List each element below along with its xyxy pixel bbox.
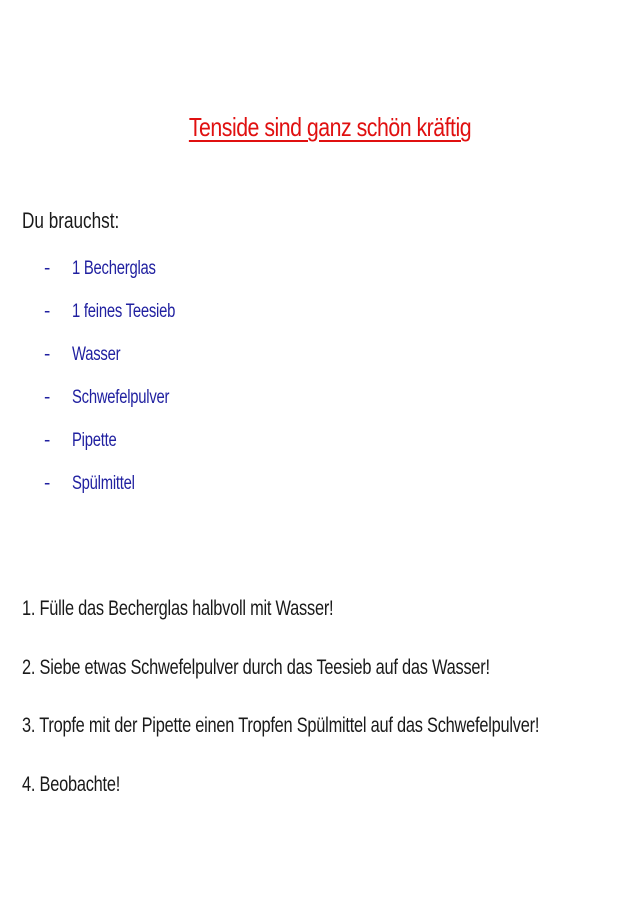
list-item bbox=[44, 301, 204, 344]
step-item bbox=[22, 773, 630, 832]
list-dash: - bbox=[44, 473, 51, 494]
list-dash: - bbox=[44, 301, 51, 322]
list-dash: - bbox=[44, 344, 51, 365]
step-text: 4. Beobachte! bbox=[22, 772, 121, 796]
step-text: 3. Tropfe mit der Pipette einen Tropfen Spülmittel auf das Schwefelpulver! bbox=[22, 714, 540, 737]
step-item bbox=[22, 597, 630, 656]
list-dash: - bbox=[44, 430, 51, 451]
list-item bbox=[44, 387, 204, 430]
page-title: Tenside sind ganz schön kräftig bbox=[188, 112, 472, 142]
step-text: 2. Siebe etwas Schwefelpulver durch das Teesieb auf das Wasser! bbox=[22, 655, 490, 679]
material-item: Spülmittel bbox=[72, 473, 135, 494]
material-item: 1 feines Teesieb bbox=[72, 301, 176, 322]
list-dash: - bbox=[44, 387, 51, 408]
step-item bbox=[22, 714, 630, 773]
list-item bbox=[44, 430, 204, 473]
list-dash: - bbox=[44, 258, 51, 279]
step-item bbox=[22, 656, 630, 715]
step-text: 1. Fülle das Becherglas halbvoll mit Wasser! bbox=[22, 597, 334, 620]
materials-heading: Du brauchst: bbox=[22, 208, 120, 233]
list-item bbox=[44, 258, 204, 301]
material-item: 1 Becherglas bbox=[72, 258, 156, 279]
materials-list bbox=[44, 258, 204, 516]
list-item bbox=[44, 344, 204, 387]
material-item: Pipette bbox=[72, 430, 117, 451]
material-item: Schwefelpulver bbox=[72, 387, 170, 408]
instruction-steps bbox=[22, 597, 630, 831]
list-item bbox=[44, 473, 204, 516]
material-item: Wasser bbox=[72, 344, 121, 365]
